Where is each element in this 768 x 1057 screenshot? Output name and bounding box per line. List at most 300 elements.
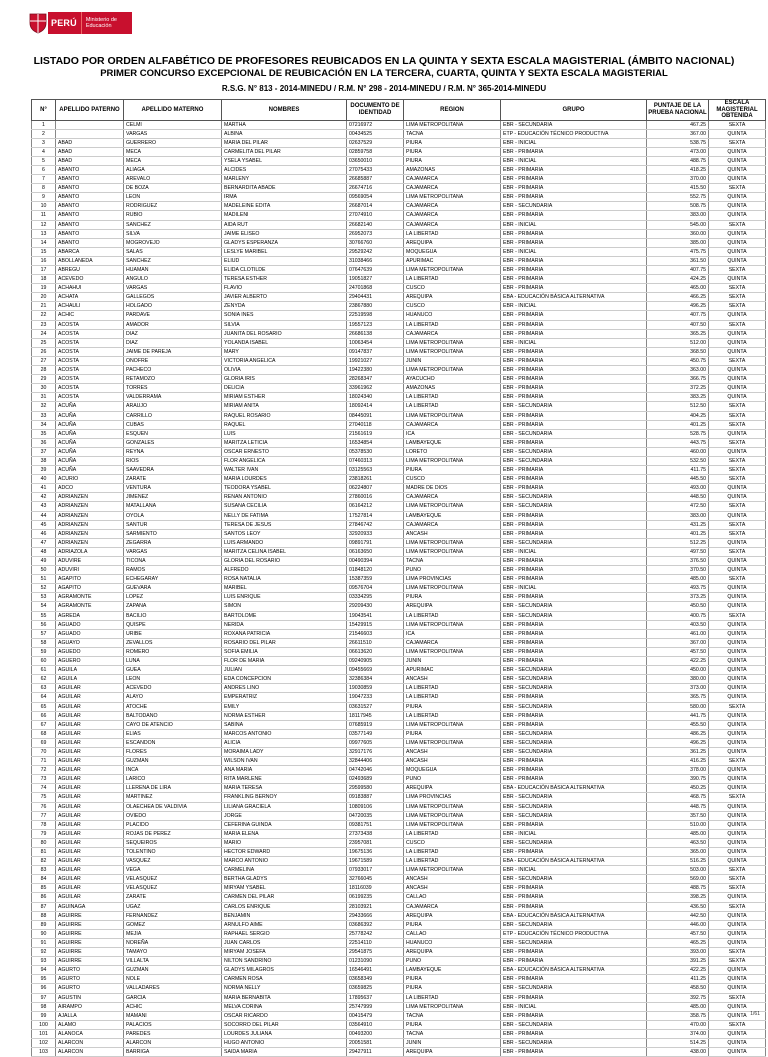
cell-escala: QUINTA (709, 347, 766, 356)
cell-apellido-materno: SEQUEIROS (124, 838, 222, 847)
cell-grupo: EBR - SECUNDARIA (501, 602, 647, 611)
cell-number: 24 (32, 329, 56, 338)
cell-apellido-materno: VELASQUEZ (124, 884, 222, 893)
cell-number: 17 (32, 266, 56, 275)
cell-puntaje: 390.75 (647, 775, 709, 784)
cell-nombres: EMPERATRIZ (222, 693, 347, 702)
cell-nombres: HECTOR EDWARD (222, 848, 347, 857)
cell-region: PIURA (404, 729, 501, 738)
cell-escala: SEXTA (709, 120, 766, 129)
cell-apellido-materno: REYNA (124, 447, 222, 456)
cell-nombres: MIRIAM ANITA (222, 402, 347, 411)
cell-escala: QUINTA (709, 693, 766, 702)
cell-puntaje: 497.50 (647, 547, 709, 556)
cell-number: 53 (32, 593, 56, 602)
cell-nombres: ALFREDO (222, 566, 347, 575)
cell-grupo: EBR - PRIMARIA (501, 957, 647, 966)
cell-nombres: NELLY DE FATIMA (222, 511, 347, 520)
cell-grupo: EBR - INICIAL (501, 866, 647, 875)
cell-escala: QUINTA (709, 1048, 766, 1057)
cell-grupo: EBR - PRIMARIA (501, 848, 647, 857)
cell-apellido-paterno: ABANTO (56, 175, 124, 184)
cell-nombres: LUIS ARMANDO (222, 538, 347, 547)
cell-region: LIMA METROPOLITANA (404, 866, 501, 875)
cell-puntaje: 457.50 (647, 647, 709, 656)
table-row (32, 320, 766, 329)
cell-documento: 27040118 (347, 420, 404, 429)
coat-of-arms-icon (28, 12, 48, 34)
cell-region: PIURA (404, 147, 501, 156)
cell-escala: QUINTA (709, 629, 766, 638)
cell-apellido-paterno: ACUÑA (56, 447, 124, 456)
cell-grupo: EBR - PRIMARIA (501, 238, 647, 247)
cell-grupo: EBR - PRIMARIA (501, 411, 647, 420)
cell-apellido-materno: AMADOR (124, 320, 222, 329)
cell-grupo: EBR - SECUNDARIA (501, 811, 647, 820)
cell-number: 75 (32, 793, 56, 802)
cell-nombres: MIRYAM JOSEFA (222, 948, 347, 957)
cell-escala: QUINTA (709, 657, 766, 666)
cell-region: LA LIBERTAD (404, 993, 501, 1002)
cell-apellido-paterno: ACHATA (56, 293, 124, 302)
cell-documento: 31038466 (347, 256, 404, 265)
cell-escala: QUINTA (709, 366, 766, 375)
table-row (32, 1020, 766, 1029)
cell-nombres: SUSANA CECILIA (222, 502, 347, 511)
table-row (32, 920, 766, 929)
cell-apellido-materno: LOPEZ (124, 593, 222, 602)
cell-escala: QUINTA (709, 338, 766, 347)
cell-documento: 03564910 (347, 1020, 404, 1029)
cell-grupo: EBR - PRIMARIA (501, 775, 647, 784)
cell-number: 87 (32, 902, 56, 911)
table-row (32, 857, 766, 866)
cell-number: 32 (32, 402, 56, 411)
table-row (32, 147, 766, 156)
cell-grupo: EBR - PRIMARIA (501, 393, 647, 402)
cell-nombres: BARTOLOME (222, 611, 347, 620)
cell-apellido-materno: CUBAS (124, 420, 222, 429)
cell-escala: QUINTA (709, 829, 766, 838)
cell-documento: 02859758 (347, 147, 404, 156)
cell-region: CAJAMARCA (404, 184, 501, 193)
cell-documento: 21546603 (347, 629, 404, 638)
cell-number: 83 (32, 866, 56, 875)
cell-nombres: MARIA BERNABITA (222, 993, 347, 1002)
cell-number: 19 (32, 284, 56, 293)
cell-documento: 05378530 (347, 447, 404, 456)
cell-region: CAJAMARCA (404, 175, 501, 184)
cell-grupo: EBR - SECUNDARIA (501, 447, 647, 456)
cell-apellido-materno: ONOFRE (124, 356, 222, 365)
cell-number: 15 (32, 247, 56, 256)
cell-region: LIMA METROPOLITANA (404, 411, 501, 420)
cell-documento: 32917176 (347, 747, 404, 756)
cell-grupo: EBR - SECUNDARIA (501, 984, 647, 993)
cell-apellido-materno: OLAECHEA DE VALDIVIA (124, 802, 222, 811)
cell-apellido-materno: GUERRERO (124, 138, 222, 147)
table-row (32, 793, 766, 802)
cell-apellido-paterno: ACUÑA (56, 402, 124, 411)
cell-escala: QUINTA (709, 375, 766, 384)
cell-region: TACNA (404, 1011, 501, 1020)
cell-region: LA LIBERTAD (404, 711, 501, 720)
table-row (32, 411, 766, 420)
table-row (32, 984, 766, 993)
cell-escala: QUINTA (709, 729, 766, 738)
cell-region: CALLAO (404, 893, 501, 902)
cell-apellido-paterno: ABOLLANEDA (56, 256, 124, 265)
cell-apellido-materno: ARAUJO (124, 402, 222, 411)
cell-number: 12 (32, 220, 56, 229)
cell-apellido-paterno: ABANTO (56, 202, 124, 211)
page-header (0, 0, 768, 46)
cell-apellido-paterno: AGUIRRE (56, 911, 124, 920)
cell-escala: SEXTA (709, 547, 766, 556)
cell-apellido-materno: LUNA (124, 657, 222, 666)
cell-escala: QUINTA (709, 811, 766, 820)
cell-documento: 17527814 (347, 511, 404, 520)
cell-apellido-materno: GUEVARA (124, 584, 222, 593)
cell-escala: QUINTA (709, 984, 766, 993)
cell-nombres: JORGE (222, 811, 347, 820)
cell-grupo: EBR - PRIMARIA (501, 438, 647, 447)
cell-escala: SEXTA (709, 993, 766, 1002)
cell-documento: 23867880 (347, 302, 404, 311)
cell-apellido-materno: OYOLA (124, 511, 222, 520)
cell-escala: QUINTA (709, 329, 766, 338)
cell-number: 95 (32, 975, 56, 984)
cell-documento: 08445091 (347, 411, 404, 420)
col-header-region: REGION (404, 100, 501, 121)
cell-apellido-paterno: ACOSTA (56, 356, 124, 365)
cell-puntaje: 378.00 (647, 766, 709, 775)
cell-apellido-paterno: ABREGU (56, 266, 124, 275)
cell-number: 41 (32, 484, 56, 493)
cell-region: CAJAMARCA (404, 638, 501, 647)
table-row (32, 566, 766, 575)
cell-documento: 26682140 (347, 220, 404, 229)
cell-documento: 01848120 (347, 566, 404, 575)
table-row (32, 902, 766, 911)
cell-apellido-materno: GUEA (124, 666, 222, 675)
cell-number: 55 (32, 611, 56, 620)
ministry-logo (28, 11, 132, 35)
cell-number: 56 (32, 620, 56, 629)
cell-escala: SEXTA (709, 757, 766, 766)
cell-number: 92 (32, 948, 56, 957)
cell-grupo: EBR - PRIMARIA (501, 766, 647, 775)
cell-apellido-paterno: ABANTO (56, 220, 124, 229)
cell-apellido-materno: ALAYO (124, 693, 222, 702)
cell-escala: QUINTA (709, 893, 766, 902)
cell-escala: SEXTA (709, 402, 766, 411)
cell-puntaje: 545.00 (647, 220, 709, 229)
cell-escala: QUINTA (709, 747, 766, 756)
cell-documento: 19675136 (347, 848, 404, 857)
cell-puntaje: 422.25 (647, 657, 709, 666)
cell-puntaje: 365.75 (647, 693, 709, 702)
cell-region: PUNO (404, 775, 501, 784)
cell-puntaje: 496.25 (647, 302, 709, 311)
cell-apellido-paterno: ABANTO (56, 238, 124, 247)
cell-grupo: EBR - PRIMARIA (501, 820, 647, 829)
cell-nombres: RITA MARLENE (222, 775, 347, 784)
cell-apellido-paterno: ABANTO (56, 229, 124, 238)
table-row (32, 338, 766, 347)
cell-number: 65 (32, 702, 56, 711)
cell-region: AREQUIPA (404, 238, 501, 247)
cell-number: 85 (32, 884, 56, 893)
table-row (32, 366, 766, 375)
cell-nombres: NERIDA (222, 620, 347, 629)
cell-documento: 07216972 (347, 120, 404, 129)
cell-escala: QUINTA (709, 538, 766, 547)
cell-puntaje: 460.00 (647, 447, 709, 456)
cell-puntaje: 367.00 (647, 129, 709, 138)
cell-escala: QUINTA (709, 593, 766, 602)
cell-region: LIMA METROPOLITANA (404, 820, 501, 829)
cell-puntaje: 455.50 (647, 720, 709, 729)
table-row (32, 538, 766, 547)
table-row (32, 575, 766, 584)
cell-nombres: MORAIMA LADY (222, 747, 347, 756)
cell-region: PUNO (404, 957, 501, 966)
table-row (32, 702, 766, 711)
cell-escala: QUINTA (709, 738, 766, 747)
cell-escala: SEXTA (709, 948, 766, 957)
cell-documento: 26952073 (347, 229, 404, 238)
cell-nombres: VICTORIA ANGELICA (222, 356, 347, 365)
cell-puntaje: 470.00 (647, 1020, 709, 1029)
cell-escala: SEXTA (709, 1020, 766, 1029)
cell-escala: QUINTA (709, 911, 766, 920)
cell-number: 78 (32, 820, 56, 829)
cell-escala: SEXTA (709, 475, 766, 484)
cell-number: 67 (32, 720, 56, 729)
cell-apellido-paterno: AGUILA (56, 666, 124, 675)
cell-region: AMAZONAS (404, 165, 501, 174)
cell-apellido-materno: ROMERO (124, 647, 222, 656)
cell-apellido-paterno: AGUILAR (56, 784, 124, 793)
cell-documento: 29529242 (347, 247, 404, 256)
cell-apellido-materno: GALLEGOS (124, 293, 222, 302)
table-row (32, 193, 766, 202)
cell-puntaje: 431.25 (647, 520, 709, 529)
cell-region: CUSCO (404, 302, 501, 311)
cell-region: HUANUCO (404, 311, 501, 320)
cell-apellido-paterno: AGUILAR (56, 893, 124, 902)
cell-apellido-materno: ZARATE (124, 475, 222, 484)
cell-number: 68 (32, 729, 56, 738)
table-row (32, 820, 766, 829)
cell-apellido-paterno: AGUILAR (56, 838, 124, 847)
cell-apellido-paterno: AGUILA (56, 675, 124, 684)
cell-region: CAJAMARCA (404, 202, 501, 211)
cell-puntaje: 496.25 (647, 738, 709, 747)
cell-escala: SEXTA (709, 866, 766, 875)
cell-escala: QUINTA (709, 1011, 766, 1020)
cell-escala: QUINTA (709, 711, 766, 720)
cell-nombres: SIMON (222, 602, 347, 611)
cell-nombres: MARCOS ANTONIO (222, 729, 347, 738)
table-row (32, 611, 766, 620)
cell-puntaje: 512.00 (647, 338, 709, 347)
cell-number: 77 (32, 811, 56, 820)
cell-region: ANCASH (404, 757, 501, 766)
cell-documento: 07685919 (347, 720, 404, 729)
cell-nombres: TERESA ESTHER (222, 275, 347, 284)
cell-apellido-materno: ROJAS DE PEREZ (124, 829, 222, 838)
cell-apellido-paterno: AGUILAR (56, 766, 124, 775)
cell-grupo: EBR - SECUNDARIA (501, 747, 647, 756)
cell-nombres: BERNARDITA ABADE (222, 184, 347, 193)
cell-documento: 19047233 (347, 693, 404, 702)
cell-documento: 26685887 (347, 175, 404, 184)
cell-number: 88 (32, 911, 56, 920)
cell-grupo: EBR - PRIMARIA (501, 693, 647, 702)
cell-number: 4 (32, 147, 56, 156)
cell-puntaje: 468.75 (647, 793, 709, 802)
cell-escala: SEXTA (709, 438, 766, 447)
cell-region: LA LIBERTAD (404, 402, 501, 411)
cell-apellido-materno: VENTURA (124, 484, 222, 493)
cell-escala: SEXTA (709, 320, 766, 329)
cell-apellido-materno: GARCIA (124, 993, 222, 1002)
cell-apellido-materno: FLORES (124, 747, 222, 756)
cell-puntaje: 383.00 (647, 211, 709, 220)
cell-escala: QUINTA (709, 820, 766, 829)
cell-apellido-materno: GOMEZ (124, 920, 222, 929)
cell-grupo: EBR - INICIAL (501, 156, 647, 165)
table-row (32, 520, 766, 529)
cell-apellido-paterno: AGUINAGA (56, 902, 124, 911)
cell-puntaje: 488.75 (647, 884, 709, 893)
cell-number: 84 (32, 875, 56, 884)
cell-documento: 25747999 (347, 1002, 404, 1011)
cell-documento: 29541875 (347, 948, 404, 957)
cell-apellido-paterno: ACUÑA (56, 456, 124, 465)
cell-escala: QUINTA (709, 975, 766, 984)
cell-puntaje: 448.75 (647, 802, 709, 811)
cell-documento: 04720035 (347, 811, 404, 820)
cell-puntaje: 508.75 (647, 202, 709, 211)
cell-escala: SEXTA (709, 702, 766, 711)
cell-region: PUNO (404, 566, 501, 575)
cell-apellido-materno: ZEVALLOS (124, 638, 222, 647)
cell-apellido-materno: SARMIENTO (124, 529, 222, 538)
cell-documento: 27373438 (347, 829, 404, 838)
cell-nombres: ZENYDA (222, 302, 347, 311)
cell-grupo: EBR - SECUNDARIA (501, 611, 647, 620)
table-row (32, 438, 766, 447)
cell-grupo: EBR - PRIMARIA (501, 1029, 647, 1038)
cell-puntaje: 465.00 (647, 284, 709, 293)
cell-region: CAJAMARCA (404, 220, 501, 229)
cell-escala: QUINTA (709, 720, 766, 729)
cell-apellido-paterno: ABAD (56, 156, 124, 165)
cell-number: 51 (32, 575, 56, 584)
cell-documento: 29599580 (347, 784, 404, 793)
cell-escala: QUINTA (709, 311, 766, 320)
cell-region: ANCASH (404, 884, 501, 893)
cell-region: CUSCO (404, 475, 501, 484)
cell-apellido-materno: CARRILLO (124, 411, 222, 420)
cell-region: AREQUIPA (404, 911, 501, 920)
cell-apellido-materno: FERNANDEZ (124, 911, 222, 920)
cell-escala: SEXTA (709, 575, 766, 584)
cell-puntaje: 391.25 (647, 957, 709, 966)
cell-nombres: FLAVIO (222, 284, 347, 293)
cell-nombres: ANA MARIA (222, 766, 347, 775)
cell-puntaje: 363.00 (647, 366, 709, 375)
cell-number: 39 (32, 466, 56, 475)
cell-region: LIMA METROPOLITANA (404, 547, 501, 556)
cell-escala: QUINTA (709, 584, 766, 593)
cell-apellido-materno: LLERENA DE LIRA (124, 784, 222, 793)
cell-apellido-paterno: ADRIANZEN (56, 520, 124, 529)
cell-nombres: OSCAR RICARDO (222, 1011, 347, 1020)
cell-grupo: EBR - PRIMARIA (501, 593, 647, 602)
cell-number: 69 (32, 738, 56, 747)
col-header-puntaje: PUNTAJE DE LA PRUEBA NACIONAL (647, 100, 709, 121)
cell-escala: SEXTA (709, 356, 766, 365)
cell-nombres: GLADYS ESPERANZA (222, 238, 347, 247)
cell-apellido-paterno: AGUILAR (56, 884, 124, 893)
cell-number: 35 (32, 429, 56, 438)
cell-apellido-paterno: ACUÑA (56, 466, 124, 475)
cell-apellido-paterno: ADRIANZEN (56, 511, 124, 520)
table-row (32, 120, 766, 129)
cell-puntaje: 465.25 (647, 938, 709, 947)
cell-puntaje: 450.50 (647, 602, 709, 611)
cell-apellido-materno: DIAZ (124, 329, 222, 338)
cell-documento: 26686138 (347, 329, 404, 338)
cell-apellido-materno: AREVALO (124, 175, 222, 184)
cell-apellido-materno: LARICO (124, 775, 222, 784)
cell-apellido-paterno: ALANOCA (56, 1029, 124, 1038)
cell-nombres: TERESA DE JESUS (222, 520, 347, 529)
cell-documento: 24701868 (347, 284, 404, 293)
cell-escala: SEXTA (709, 266, 766, 275)
cell-puntaje: 373.25 (647, 593, 709, 602)
cell-grupo: EBR - INICIAL (501, 220, 647, 229)
table-row (32, 502, 766, 511)
cell-puntaje: 461.00 (647, 629, 709, 638)
cell-documento: 19422380 (347, 366, 404, 375)
cell-puntaje: 372.25 (647, 384, 709, 393)
cell-documento: 03631527 (347, 702, 404, 711)
cell-escala: QUINTA (709, 229, 766, 238)
cell-puntaje: 514.25 (647, 1038, 709, 1047)
cell-number: 29 (32, 375, 56, 384)
cell-region: LIMA METROPOLITANA (404, 647, 501, 656)
cell-region: LIMA METROPOLITANA (404, 347, 501, 356)
cell-puntaje: 569.00 (647, 875, 709, 884)
cell-documento: 01231090 (347, 957, 404, 966)
cell-puntaje: 485.00 (647, 575, 709, 584)
cell-apellido-paterno: ACUÑA (56, 438, 124, 447)
cell-puntaje: 358.75 (647, 1011, 709, 1020)
cell-grupo: EBR - PRIMARIA (501, 347, 647, 356)
cell-nombres: MELVA CORINA (222, 1002, 347, 1011)
col-header-number: N° (32, 100, 56, 121)
table-row (32, 675, 766, 684)
table-row (32, 475, 766, 484)
cell-puntaje: 446.00 (647, 920, 709, 929)
cell-apellido-paterno: AGUADO (56, 620, 124, 629)
cell-escala: SEXTA (709, 529, 766, 538)
